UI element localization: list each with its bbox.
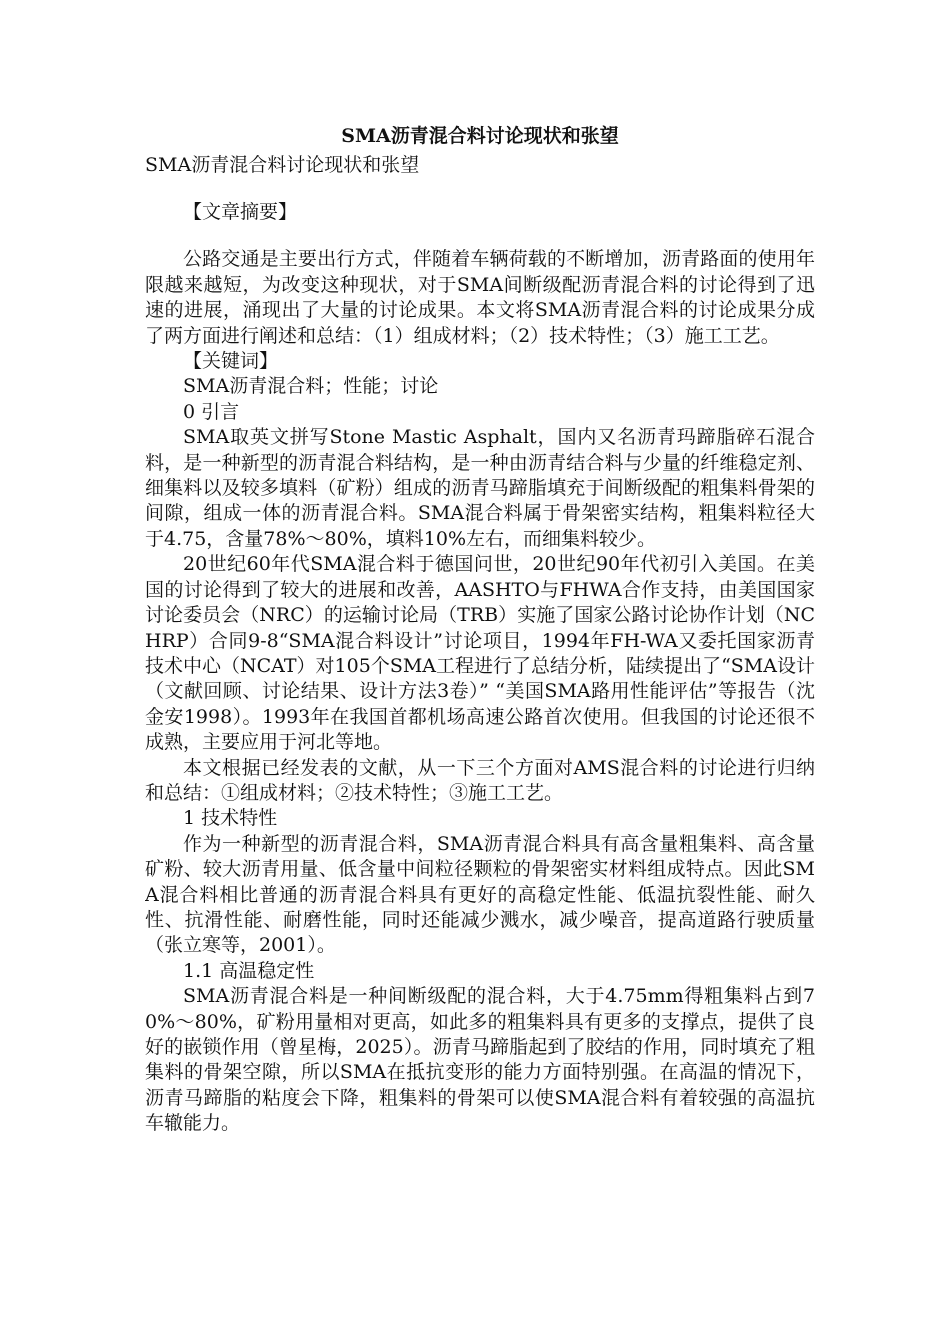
abstract-heading: 【文章摘要】 bbox=[183, 201, 298, 223]
abstract-paragraph: 公路交通是主要出行方式，伴随着车辆荷载的不断增加，沥青路面的使用年限越来越短，为改变这种现状，对于SMA间断级配沥青混合料的讨论得到了迅速的进展，涌现出了大量的讨论成果。本文将SMA沥青混合料的讨论成果分成了两方面进行阐述和总结：（1）组成材料；（2）技术特性；（3）施工工艺。 bbox=[145, 248, 815, 347]
introduction-paragraph-1: SMA取英文拼写Stone Mastic Asphalt，国内又名沥青玛蹄脂碎石混合料，是一种新型的沥青混合料结构，是一种由沥青结合料与少量的纤维稳定剂、细集料以及较多填料（矿粉）组成的沥青马蹄脂填充于间断级配的粗集料骨架的间隙，组成一体的沥青混合料。SMA混合料属于骨架密实结构，粗集料粒径大于4.75，含量78%～80%，填料10%左右，而细集料较少。 bbox=[145, 426, 815, 550]
introduction-paragraph-3: 本文根据已经发表的文献，从一下三个方面对AMS混合料的讨论进行归纳和总结：①组成材料；②技术特性；③施工工艺。 bbox=[145, 756, 815, 804]
keywords-text: SMA沥青混合料；性能；讨论 bbox=[183, 375, 439, 398]
spacer bbox=[145, 178, 815, 200]
spacer bbox=[145, 225, 815, 247]
section-heading-technical-properties: 1 技术特性 bbox=[183, 807, 278, 830]
document-subtitle: SMA沥青混合料讨论现状和张望 bbox=[145, 154, 420, 176]
document-title: SMA沥青混合料讨论现状和张望 bbox=[341, 125, 619, 147]
technical-properties-paragraph: 作为一种新型的沥青混合料，SMA沥青混合料具有高含量粗集料、高含量矿粉、较大沥青用量、低含量中间粒径颗粒的骨架密实材料组成特点。因此SMA混合料相比普通的沥青混合料具有更好的高稳定性能、低温抗裂性能、耐久性、抗滑性能、耐磨性能，同时还能减少溅水，减少噪音，提高道路行驶质量（张立寒等，2001）。 bbox=[145, 832, 815, 957]
section-heading-introduction: 0 引言 bbox=[183, 400, 240, 423]
section-heading-high-temperature-stability: 1.1 高温稳定性 bbox=[183, 959, 315, 982]
high-temperature-stability-paragraph: SMA沥青混合料是一种间断级配的混合料，大于4.75mm得粗集料占到70%～80%，矿粉用量相对更高，如此多的粗集料具有更多的支撑点，提供了良好的嵌锁作用（曾星梅，2025）。沥青马蹄脂起到了胶结的作用，同时填充了粗集料的骨架空隙，所以SMA在抵抗变形的能力方面特别强。在高温的情况下，沥青马蹄脂的粘度会下降，粗集料的骨架可以使SMA混合料有着较强的高温抗车辙能力。 bbox=[145, 985, 815, 1135]
introduction-paragraph-2: 20世纪60年代SMA混合料于德国问世，20世纪90年代初引入美国。在美国的讨论得到了较大的进展和改善，AASHTO与FHWA合作支持，由美国国家讨论委员会（NRC）的运输讨论局（TRB）实施了国家公路讨论协作计划（NCHRP）合同9-8“SMA混合料设计”讨论项目，1994年FH-WA又委托国家沥青技术中心（NCAT）对105个SMA工程进行了总结分析，陆续提出了“SMA设计（文献回顾、讨论结果、设计方法3卷）” “美国SMA路用性能评估”等报告（沈金安1998）。1993年在我国首都机场高速公路首次使用。但我国的讨论还很不成熟，主要应用于河北等地。 bbox=[145, 553, 815, 754]
keywords-heading: 【关键词】 bbox=[183, 350, 279, 373]
document-page bbox=[145, 120, 815, 1230]
